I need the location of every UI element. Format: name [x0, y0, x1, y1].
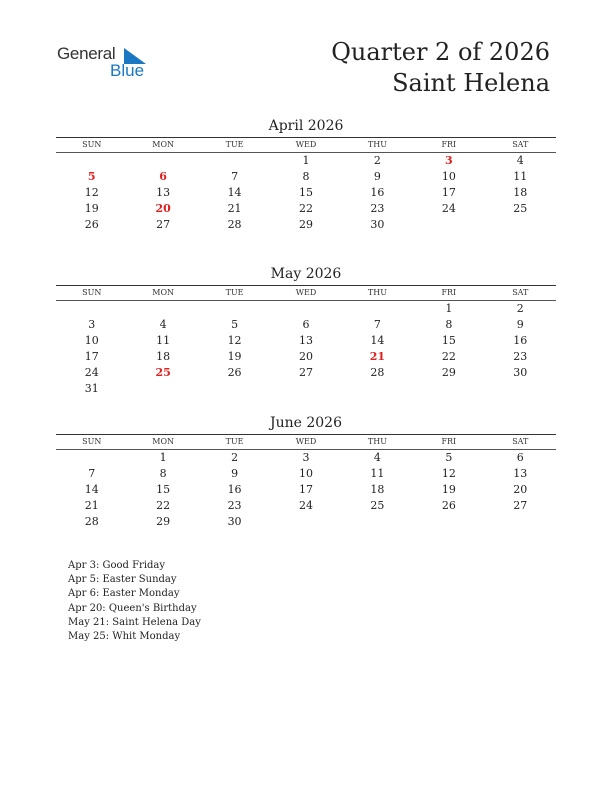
- day-cell: 9: [516, 318, 524, 331]
- title-quarter: Quarter 2 of 2026: [331, 38, 550, 66]
- holiday-entry: Apr 5: Easter Sunday: [68, 574, 177, 586]
- day-cell: 2: [373, 154, 381, 167]
- day-cell: 14: [227, 186, 242, 199]
- month-name: June 2026: [269, 415, 342, 431]
- day-cell: 29: [298, 218, 313, 231]
- empty-cell: [56, 153, 127, 169]
- day-cell: 29: [156, 515, 171, 528]
- day-cell: 19: [84, 202, 99, 215]
- day-cell: 9: [231, 467, 239, 480]
- day-cell: 12: [227, 334, 242, 347]
- month-may: [56, 265, 556, 397]
- day-cell: 18: [156, 350, 171, 363]
- day-cell: 4: [373, 451, 381, 464]
- weekday-label: SUN: [82, 140, 102, 149]
- empty-cell: [199, 301, 270, 317]
- holiday-day-cell: 20: [155, 202, 171, 215]
- empty-cell: [342, 301, 413, 317]
- day-cell: 16: [227, 483, 242, 496]
- day-cell: 22: [441, 350, 456, 363]
- day-cell: 7: [373, 318, 381, 331]
- day-cell: 6: [302, 318, 310, 331]
- weekday-label: THU: [367, 437, 387, 446]
- weekday-label: SAT: [512, 140, 529, 149]
- day-cell: 6: [516, 451, 524, 464]
- day-cell: 8: [302, 170, 310, 183]
- weekday-label: THU: [367, 140, 387, 149]
- holiday-entry: Apr 20: Queen's Birthday: [68, 602, 197, 614]
- holiday-day-cell: 5: [87, 170, 96, 183]
- day-grid: [56, 153, 556, 233]
- day-cell: 21: [227, 202, 242, 215]
- day-cell: 26: [441, 499, 456, 512]
- day-cell: 20: [298, 350, 313, 363]
- holiday-entry: Apr 6: Easter Monday: [68, 588, 180, 600]
- day-cell: 11: [370, 467, 385, 480]
- day-cell: 24: [298, 499, 313, 512]
- weekday-label: TUE: [225, 288, 244, 297]
- day-cell: 10: [441, 170, 456, 183]
- day-cell: 19: [441, 483, 456, 496]
- day-cell: 1: [159, 451, 167, 464]
- weekday-label: SUN: [82, 437, 102, 446]
- day-grid: [56, 450, 556, 530]
- day-cell: 8: [445, 318, 453, 331]
- day-cell: 15: [298, 186, 313, 199]
- day-cell: 28: [370, 366, 385, 379]
- day-cell: 30: [370, 218, 385, 231]
- holiday-day-cell: 21: [369, 350, 386, 363]
- day-cell: 18: [370, 483, 385, 496]
- weekday-label: MON: [152, 437, 174, 446]
- holiday-list: [68, 559, 201, 644]
- day-cell: 31: [84, 382, 99, 395]
- holiday-entry: May 21: Saint Helena Day: [68, 616, 201, 628]
- weekday-label: FRI: [441, 288, 457, 297]
- day-cell: 12: [84, 186, 99, 199]
- day-cell: 23: [227, 499, 242, 512]
- weekday-label: SAT: [512, 437, 529, 446]
- empty-cell: [56, 450, 127, 466]
- weekday-label: FRI: [441, 437, 457, 446]
- day-cell: 10: [298, 467, 313, 480]
- day-cell: 27: [513, 499, 528, 512]
- weekday-label: MON: [152, 140, 174, 149]
- weekday-header: [56, 286, 556, 300]
- logo-general-text: General: [57, 44, 116, 63]
- day-cell: 13: [156, 186, 171, 199]
- holiday-entry: May 25: Whit Monday: [68, 631, 181, 643]
- day-cell: 22: [298, 202, 313, 215]
- day-cell: 16: [513, 334, 528, 347]
- weekday-header: [56, 435, 556, 449]
- weekday-label: WED: [295, 288, 317, 297]
- day-cell: 23: [370, 202, 385, 215]
- month-june: [56, 414, 556, 530]
- page-title: [331, 37, 550, 99]
- day-cell: 28: [84, 515, 99, 528]
- day-cell: 4: [516, 154, 524, 167]
- day-cell: 13: [298, 334, 313, 347]
- day-cell: 27: [156, 218, 171, 231]
- day-cell: 21: [84, 499, 99, 512]
- weekday-label: WED: [295, 437, 317, 446]
- day-cell: 28: [227, 218, 242, 231]
- day-cell: 1: [302, 154, 310, 167]
- day-cell: 9: [373, 170, 381, 183]
- weekday-label: MON: [152, 288, 174, 297]
- day-cell: 3: [88, 318, 96, 331]
- day-cell: 27: [298, 366, 313, 379]
- day-cell: 17: [298, 483, 313, 496]
- day-cell: 26: [84, 218, 99, 231]
- holiday-entry: Apr 3: Good Friday: [68, 560, 166, 571]
- day-cell: 30: [513, 366, 528, 379]
- day-cell: 12: [441, 467, 456, 480]
- holiday-day-cell: 25: [155, 366, 171, 379]
- day-cell: 14: [84, 483, 99, 496]
- day-cell: 10: [84, 334, 99, 347]
- weekday-label: TUE: [225, 437, 244, 446]
- day-cell: 19: [227, 350, 242, 363]
- month-name: May 2026: [270, 266, 342, 282]
- day-cell: 23: [513, 350, 528, 363]
- month-name: April 2026: [268, 118, 344, 134]
- day-cell: 24: [84, 366, 99, 379]
- holiday-day-cell: 3: [445, 154, 453, 167]
- day-cell: 17: [441, 186, 456, 199]
- logo-blue-text: Blue: [110, 61, 145, 80]
- day-cell: 5: [231, 318, 239, 331]
- day-cell: 18: [513, 186, 528, 199]
- day-cell: 17: [84, 350, 99, 363]
- month-april: [56, 117, 556, 233]
- logo: [57, 44, 157, 84]
- weekday-label: TUE: [225, 140, 244, 149]
- day-cell: 11: [156, 334, 171, 347]
- day-cell: 5: [445, 451, 453, 464]
- day-cell: 11: [513, 170, 528, 183]
- title-country: Saint Helena: [392, 69, 550, 97]
- weekday-label: SUN: [82, 288, 102, 297]
- day-cell: 3: [302, 451, 310, 464]
- day-cell: 7: [231, 170, 239, 183]
- day-cell: 22: [156, 499, 171, 512]
- empty-cell: [127, 153, 198, 169]
- empty-cell: [270, 301, 341, 317]
- day-cell: 20: [513, 483, 528, 496]
- day-grid: [56, 301, 556, 397]
- holiday-day-cell: 6: [159, 170, 167, 183]
- day-cell: 24: [441, 202, 456, 215]
- day-cell: 29: [441, 366, 456, 379]
- day-cell: 14: [370, 334, 385, 347]
- day-cell: 13: [513, 467, 528, 480]
- day-cell: 2: [231, 451, 239, 464]
- day-cell: 26: [227, 366, 242, 379]
- day-cell: 1: [445, 302, 453, 315]
- day-cell: 15: [156, 483, 171, 496]
- day-cell: 2: [516, 302, 524, 315]
- day-cell: 25: [513, 202, 528, 215]
- weekday-label: FRI: [441, 140, 457, 149]
- day-cell: 16: [370, 186, 385, 199]
- day-cell: 8: [159, 467, 167, 480]
- day-cell: 4: [159, 318, 167, 331]
- weekday-label: THU: [367, 288, 387, 297]
- day-cell: 30: [227, 515, 242, 528]
- day-cell: 25: [370, 499, 385, 512]
- day-cell: 15: [441, 334, 456, 347]
- empty-cell: [127, 301, 198, 317]
- weekday-label: WED: [295, 140, 317, 149]
- weekday-label: SAT: [512, 288, 529, 297]
- empty-cell: [199, 153, 270, 169]
- weekday-header: [56, 138, 556, 152]
- empty-cell: [56, 301, 127, 317]
- day-cell: 7: [88, 467, 96, 480]
